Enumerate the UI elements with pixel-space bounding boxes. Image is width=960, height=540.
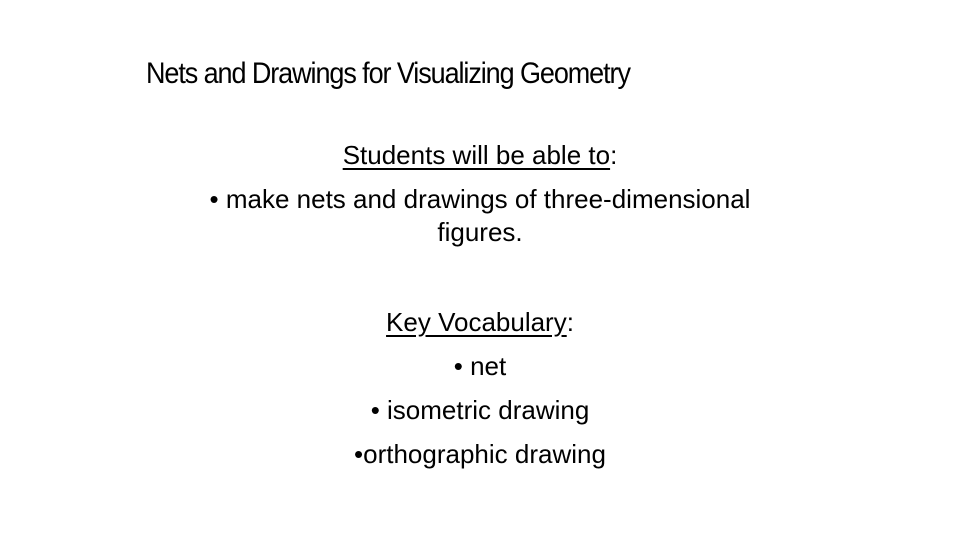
objectives-heading-line <box>0 133 960 177</box>
vocabulary-heading-line <box>0 300 960 344</box>
learning-objectives <box>0 133 960 247</box>
vocabulary-heading: Key Vocabulary <box>386 307 567 337</box>
objective-bullet-continuation: figures. <box>437 217 523 247</box>
vocabulary-item-net: • net <box>453 351 507 381</box>
vocabulary-item-orthographic-drawing: •orthographic drawing <box>354 439 606 469</box>
objectives-heading: Students will be able to <box>342 140 611 170</box>
objectives-heading-colon: : <box>610 140 618 170</box>
key-vocabulary <box>0 300 960 476</box>
slide-title: Nets and Drawings for Visualizing Geometry <box>146 57 630 90</box>
vocabulary-item-isometric-drawing: • isometric drawing <box>370 395 590 425</box>
vocabulary-heading-colon: : <box>566 307 574 337</box>
objective-bullet: • make nets and drawings of three-dimensional <box>209 184 751 214</box>
